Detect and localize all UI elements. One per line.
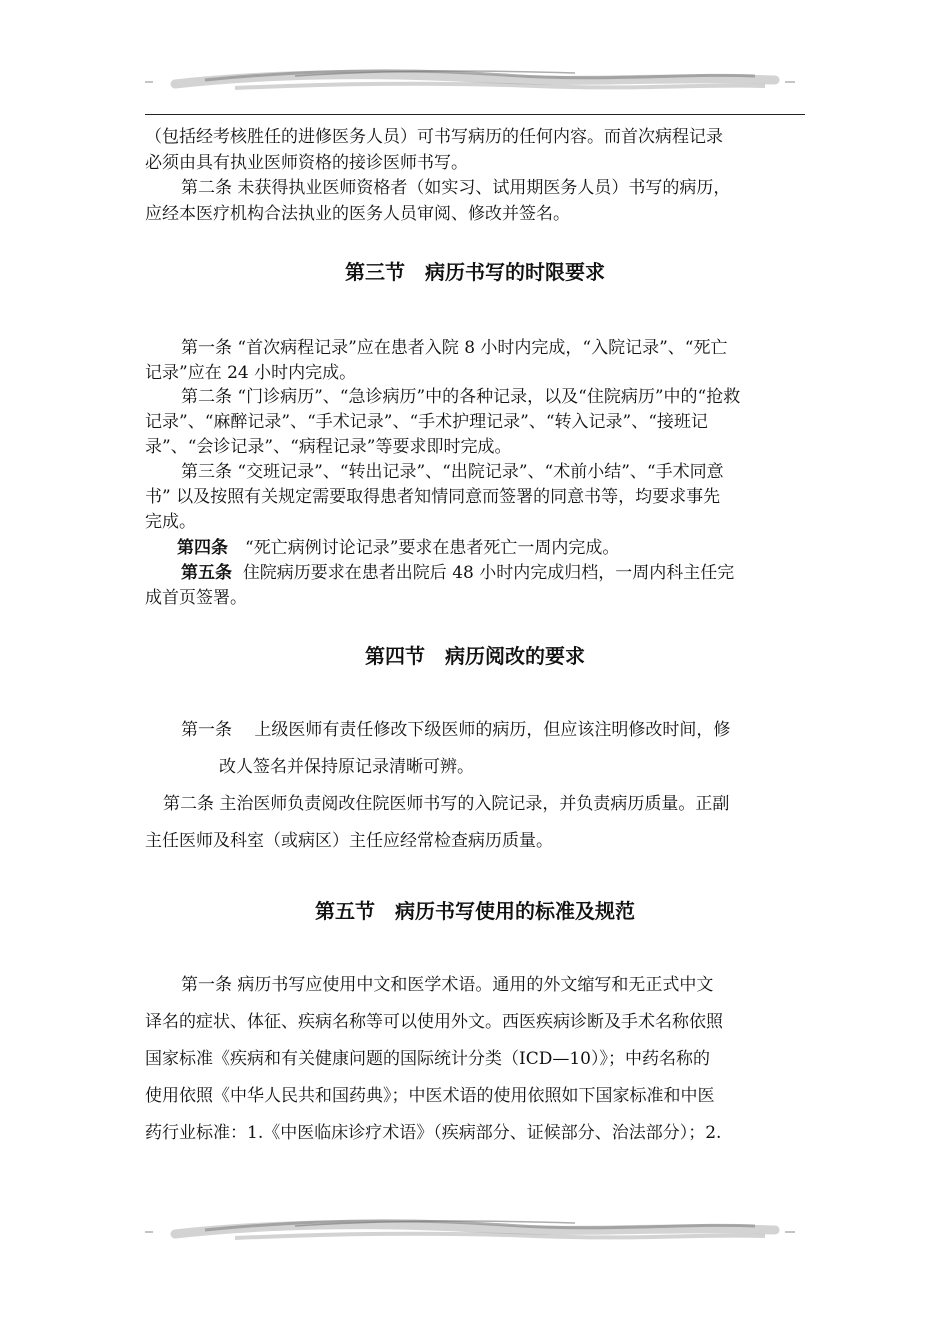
s3-article-1: 第一条 “首次病程记录”应在患者入院 8 小时内完成，“入院记录”、“死亡 xyxy=(181,338,728,358)
article-4-label: 第四条 xyxy=(177,538,228,558)
s3-article-5 xyxy=(145,558,810,583)
header-rule xyxy=(145,114,805,115)
s5-article-1: 第一条 病历书写应使用中文和医学术语。通用的外文缩写和无正式中文 xyxy=(181,975,714,995)
intro-line-4: 应经本医疗机构合法执业的医务人员审阅、修改并签名。 xyxy=(145,204,570,224)
intro-line-1: （包括经考核胜任的进修医务人员）可书写病历的任何内容。而首次病程记录 xyxy=(145,127,723,147)
intro-line-2: 必须由具有执业医师资格的接诊医师书写。 xyxy=(145,153,468,173)
s5-line: 药行业标准：1.《中医临床诊疗术语》（疾病部分、证候部分、治法部分）；2. xyxy=(145,1123,722,1143)
s3-article-4 xyxy=(145,533,810,558)
section-4-title: 第四节 病历阅改的要求 xyxy=(365,644,585,668)
section-5-title: 第五节 病历书写使用的标准及规范 xyxy=(315,899,635,923)
article-5-label: 第五条 xyxy=(181,563,232,583)
s5-line: 译名的症状、体征、疾病名称等可以使用外文。西医疾病诊断及手术名称依照 xyxy=(145,1012,723,1032)
intro-article-2: 第二条 未获得执业医师资格者（如实习、试用期医务人员）书写的病历， xyxy=(181,178,731,198)
article-4-text: “死亡病例讨论记录”要求在患者死亡一周内完成。 xyxy=(228,538,620,558)
section-3-title: 第三节 病历书写的时限要求 xyxy=(345,260,605,284)
s3-line: 记录”、“麻醉记录”、“手术记录”、“手术护理记录”、“转入记录”、“接班记 xyxy=(145,412,708,432)
s3-line: 书” 以及按照有关规定需要取得患者知情同意而签署的同意书等，均要求事先 xyxy=(145,487,721,507)
header-ornament xyxy=(145,64,795,100)
article-5-text: 住院病历要求在患者出院后 48 小时内完成归档，一周内科主任完 xyxy=(242,563,735,583)
s3-article-3: 第三条 “交班记录”、“转出记录”、“出院记录”、“术前小结”、“手术同意 xyxy=(181,462,724,482)
s3-line: 成首页签署。 xyxy=(145,588,247,608)
s5-line: 国家标准《疾病和有关健康问题的国际统计分类（ICD—10）》；中药名称的 xyxy=(145,1049,710,1069)
s5-line: 使用依照《中华人民共和国药典》；中医术语的使用依照如下国家标准和中医 xyxy=(145,1086,715,1106)
footer-ornament xyxy=(145,1214,795,1250)
s4-line: 改人签名并保持原记录清晰可辨。 xyxy=(219,757,474,777)
s4-article-1: 第一条 上级医师有责任修改下级医师的病历，但应该注明修改时间，修 xyxy=(181,720,731,740)
s3-line: 记录”应在 24 小时内完成。 xyxy=(145,363,357,383)
s3-line: 完成。 xyxy=(145,512,196,532)
s4-article-2: 第二条 主治医师负责阅改住院医师书写的入院记录，并负责病历质量。正副 xyxy=(163,794,730,814)
s3-line: 录”、“会诊记录”、“病程记录”等要求即时完成。 xyxy=(145,437,512,457)
s4-line: 主任医师及科室（或病区）主任应经常检查病历质量。 xyxy=(145,831,553,851)
s3-article-2: 第二条 “门诊病历”、“急诊病历”中的各种记录，以及“住院病历”中的“抢救 xyxy=(181,387,741,407)
